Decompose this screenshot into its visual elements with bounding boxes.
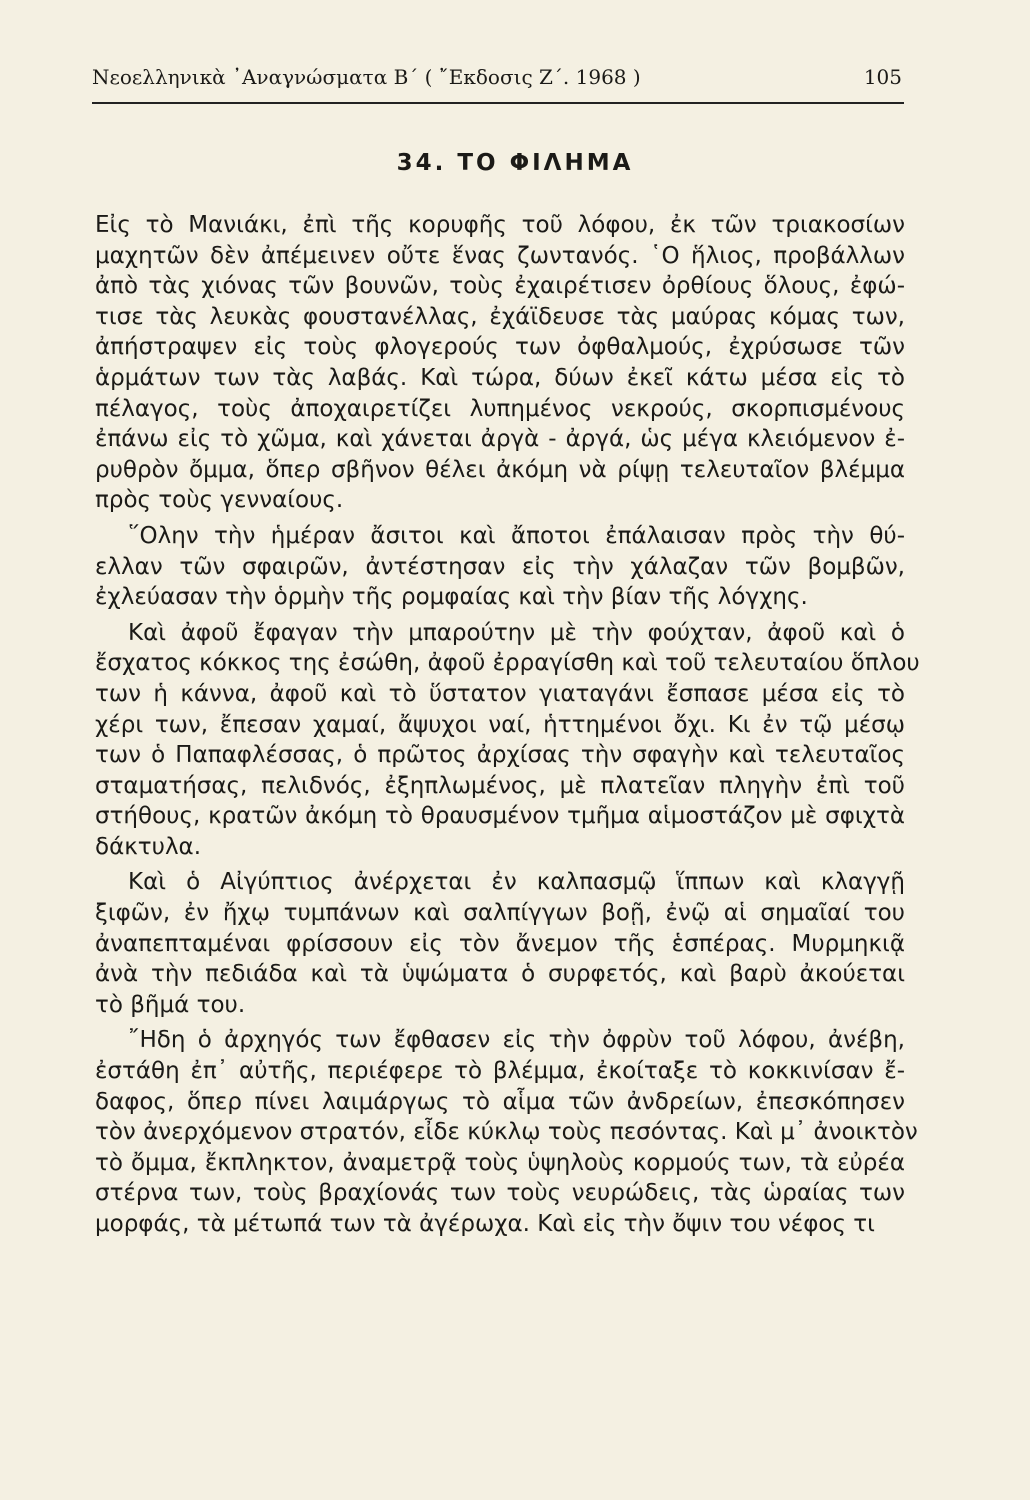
text-line: ἀπήστραψεν εἰς τοὺς φλογερούς των ὀφθαλμούς, ἐχρύσωσε τῶν — [95, 334, 905, 361]
body-text — [95, 210, 920, 1240]
text-line: ῎Ηδη ὁ ἀρχηγός των ἔφθασεν εἰς τὴν ὀφρὺν τοῦ λόφου, ἀνέβη, — [128, 1027, 905, 1054]
text-line: στήθους, κρατῶν ἀκόμη τὸ θραυσμένον τμῆμα αἱμοστάζον μὲ σφιχτὰ — [95, 803, 905, 830]
header-rule — [92, 102, 904, 104]
text-line: μαχητῶν δὲν ἀπέμεινεν οὔτε ἕνας ζωντανός. ῾Ο ἥλιος, προβάλλων — [95, 242, 905, 269]
page-number: 105 — [863, 65, 902, 89]
text-line: ἐστάθη ἐπ᾿ αὐτῆς, περιέφερε τὸ βλέμμα, ἐκοίταξε τὸ κοκκινίσαν ἔ- — [95, 1058, 905, 1085]
text-line: ἁρμάτων των τὰς λαβάς. Καὶ τώρα, δύων ἐκεῖ κάτω μέσα εἰς τὸ — [95, 364, 905, 391]
text-line: τὸν ἀνερχόμενον στρατόν, εἶδε κύκλῳ τοὺς πεσόντας. Καὶ μ᾿ ἀνοικτὸν — [95, 1119, 918, 1146]
paragraph — [95, 521, 905, 613]
text-line: τὸ βῆμά του. — [95, 991, 246, 1018]
text-line: Καὶ ὁ Αἰγύπτιος ἀνέρχεται ἐν καλπασμῷ ἵππων καὶ κλαγγῇ — [128, 869, 905, 896]
text-line: ἀνὰ τὴν πεδιάδα καὶ τὰ ὑψώματα ὁ συρφετός, καὶ βαρὺ ἀκούεται — [95, 961, 905, 988]
text-line: στέρνα των, τοὺς βραχίονάς των τοὺς νευρώδεις, τὰς ὡραίας των — [95, 1180, 905, 1207]
text-line: πρὸς τοὺς γενναίους. — [95, 487, 344, 514]
text-line: δαφος, ὅπερ πίνει λαιμάργως τὸ αἷμα τῶν ἀνδρείων, ἐπεσκόπησεν — [95, 1088, 905, 1115]
text-line: πέλαγος, τοὺς ἀποχαιρετίζει λυπημένος νεκρούς, σκορπισμένους — [95, 395, 905, 422]
header-book-title: Νεοελληνικὰ ᾿Αναγνώσματα Β΄ ( ῎Εκδοσις Ζ΄. 1968 ) — [92, 65, 641, 89]
paragraph — [95, 618, 920, 863]
text-line: Καὶ ἀφοῦ ἔφαγαν τὴν μπαρούτην μὲ τὴν φούχταν, ἀφοῦ καὶ ὁ — [128, 619, 905, 646]
text-line: των ἡ κάννα, ἀφοῦ καὶ τὸ ὕστατον γιαταγάνι ἔσπασε μέσα εἰς τὸ — [95, 680, 905, 707]
text-line: ἀναπεπταμέναι φρίσσουν εἰς τὸν ἄνεμον τῆς ἑσπέρας. Μυρμηκιᾷ — [95, 930, 905, 957]
paragraph — [95, 867, 905, 1020]
text-line: τὸ ὄμμα, ἔκπληκτον, ἀναμετρᾷ τοὺς ὑψηλοὺς κορμούς των, τὰ εὐρέα — [95, 1149, 905, 1176]
text-line: ρυθρὸν ὄμμα, ὅπερ σβῆνον θέλει ἀκόμη νὰ ρίψῃ τελευταῖον βλέμμα — [95, 456, 905, 483]
text-line: ἐχλεύασαν τὴν ὁρμὴν τῆς ρομφαίας καὶ τὴν βίαν τῆς λόγχης. — [95, 584, 808, 611]
text-line: Εἰς τὸ Μανιάκι, ἐπὶ τῆς κορυφῆς τοῦ λόφου, ἐκ τῶν τριακοσίων — [95, 212, 905, 238]
text-line: ελλαν τῶν σφαιρῶν, ἀντέστησαν εἰς τὴν χάλαζαν τῶν βομβῶν, — [95, 553, 905, 580]
text-line: ῞Ολην τὴν ἡμέραν ἄσιτοι καὶ ἄποτοι ἐπάλαισαν πρὸς τὴν θύ- — [128, 522, 905, 549]
text-line: ἀπὸ τὰς χιόνας τῶν βουνῶν, τοὺς ἐχαιρέτισεν ὀρθίους ὅλους, ἐφώ- — [95, 273, 905, 300]
chapter-title: 34. ΤΟ ΦΙΛΗΜΑ — [396, 150, 634, 176]
text-line: τισε τὰς λευκὰς φουστανέλλας, ἐχάϊδευσε τὰς μαύρας κόμας των, — [95, 303, 905, 330]
text-line: μορφάς, τὰ μέτωπά των τὰ ἀγέρωχα. Καὶ εἰς τὴν ὄψιν του νέφος τι — [95, 1211, 875, 1237]
paragraph — [95, 1025, 918, 1239]
text-line: δάκτυλα. — [95, 833, 202, 860]
paragraph — [95, 210, 905, 516]
text-line: σταματήσας, πελιδνός, ἐξηπλωμένος, μὲ πλατεῖαν πληγὴν ἐπὶ τοῦ — [95, 772, 905, 799]
text-line: ἐπάνω εἰς τὸ χῶμα, καὶ χάνεται ἀργὰ - ἀργά, ὡς μέγα κλειόμενον ἐ- — [95, 426, 905, 453]
text-line: ἔσχατος κόκκος της ἐσώθη, ἀφοῦ ἐρραγίσθη καὶ τοῦ τελευταίου ὅπλου — [95, 650, 920, 677]
text-line: ξιφῶν, ἐν ἤχῳ τυμπάνων καὶ σαλπίγγων βοῇ, ἐνῷ αἱ σημαῖαί του — [95, 900, 905, 927]
text-line: χέρι των, ἔπεσαν χαμαί, ἄψυχοι ναί, ἡττημένοι ὄχι. Κι ἐν τῷ μέσῳ — [95, 711, 905, 738]
text-line: των ὁ Παπαφλέσσας, ὁ πρῶτος ἀρχίσας τὴν σφαγὴν καὶ τελευταῖος — [95, 742, 905, 769]
